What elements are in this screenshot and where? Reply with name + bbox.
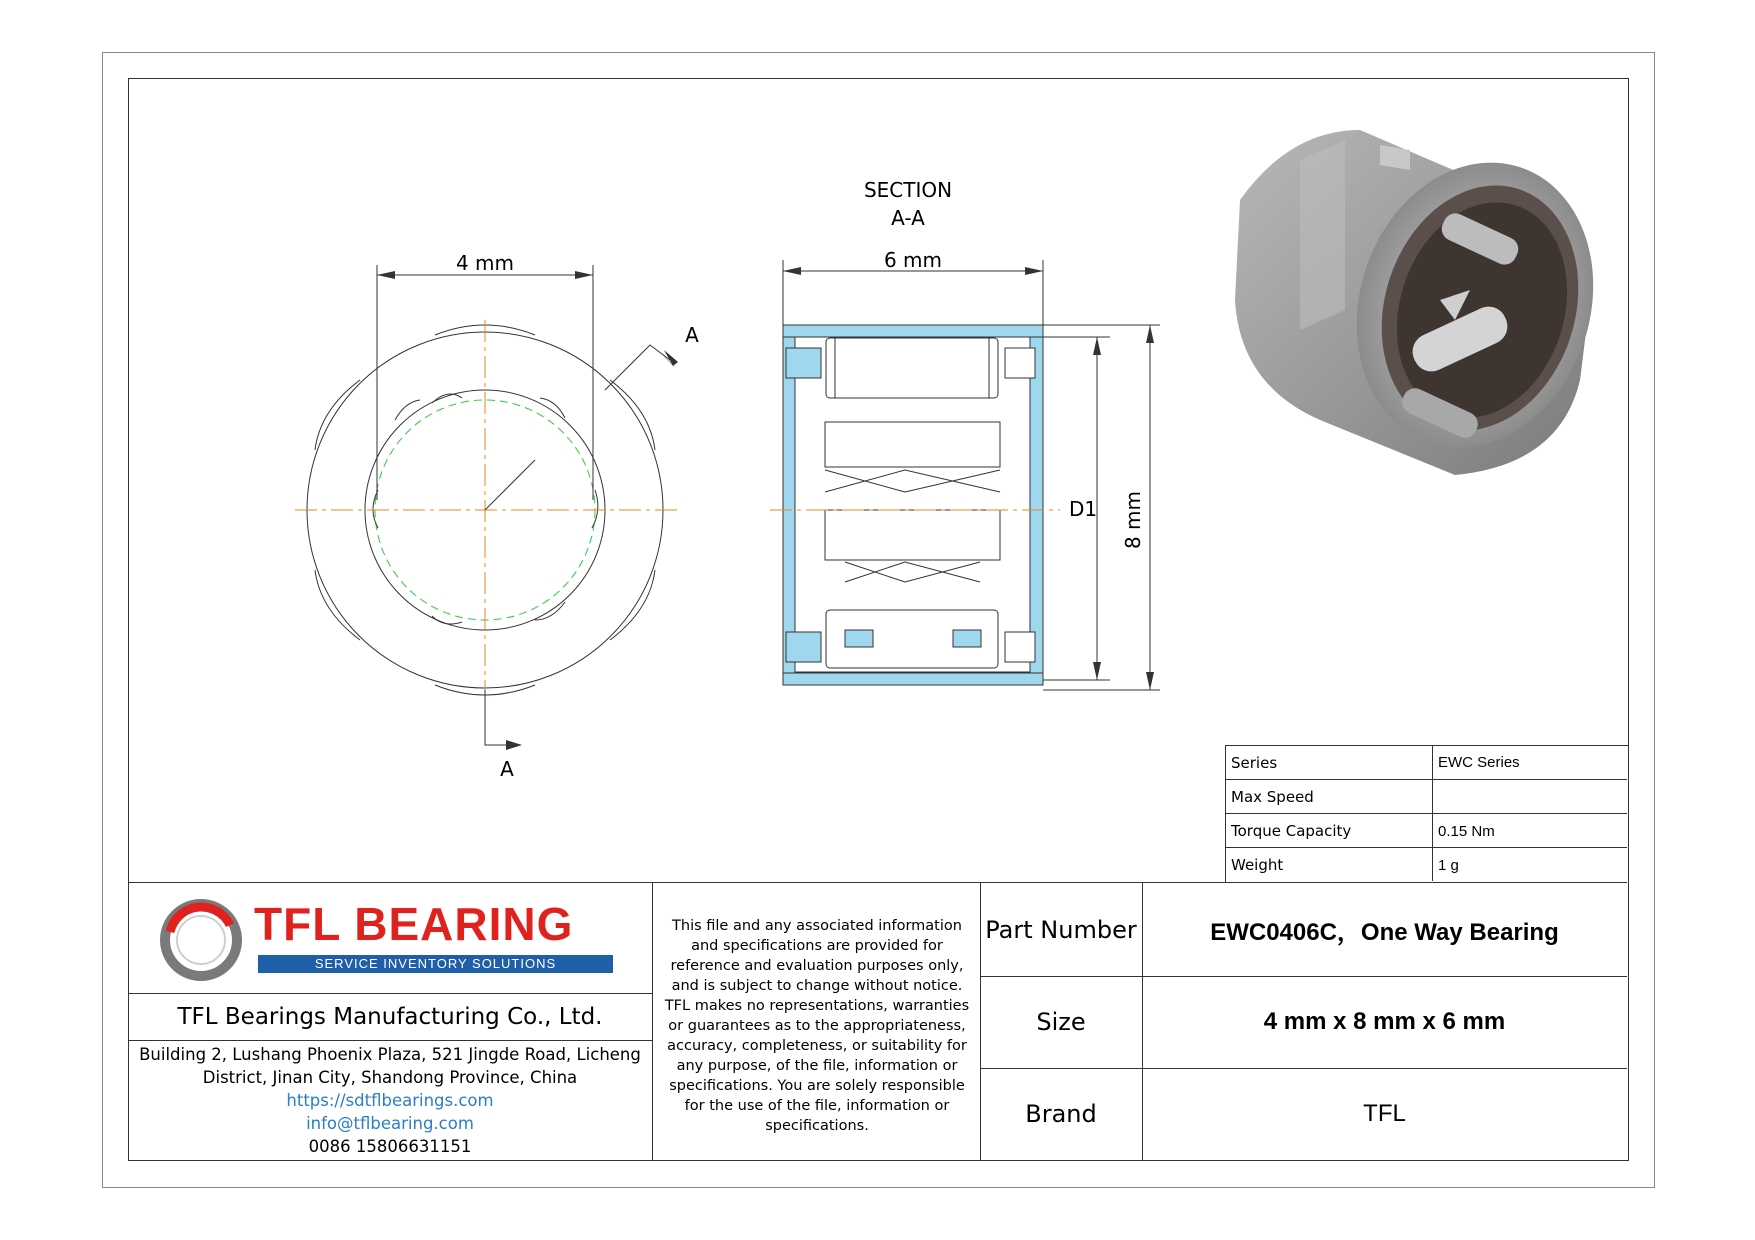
dim-width-label: 6 mm (883, 248, 943, 272)
section-marker-bottom: A (500, 757, 514, 781)
spec-table (1225, 745, 1627, 882)
section-view (770, 178, 1160, 690)
brand-label: Brand (1025, 1100, 1097, 1128)
spec-value-weight: 1 g (1438, 857, 1459, 874)
logo-wordmark: TFL BEARING (254, 898, 574, 950)
brand-value: TFL (1363, 1100, 1406, 1127)
dim-bore-label: 4 mm (455, 251, 515, 275)
part-number-value: EWC0406C，One Way Bearing (1210, 919, 1559, 946)
company-logo (158, 897, 628, 983)
spec-value-series: EWC Series (1438, 754, 1520, 771)
company-name: TFL Bearings Manufacturing Co., Ltd. (177, 1004, 603, 1030)
website-link[interactable]: https://sdtflbearings.com (286, 1091, 494, 1110)
company-contact (128, 1043, 652, 1158)
part-number-label: Part Number (985, 915, 1137, 944)
disclaimer-text: This file and any associated information and specifications are provided for reference and evaluation purposes only, and is subject to change without notice. TFL makes no representations, warranties or guarantees as to the appropriateness, accuracy, completeness, or suitability for any purpose, of the file, information or specifications. You are solely responsible for the use of the file, information or specifications. (664, 917, 970, 1134)
logo-tagline: SERVICE INVENTORY SOLUTIONS (258, 955, 613, 973)
phone-number: 0086 15806631151 (308, 1137, 472, 1156)
spec-label-weight: Weight (1231, 856, 1284, 874)
spec-label-max-speed: Max Speed (1231, 788, 1314, 806)
email-link[interactable]: info@tflbearing.com (306, 1114, 474, 1133)
section-title-2: A-A (891, 206, 925, 230)
title-block (128, 882, 1627, 1160)
spec-label-torque: Torque Capacity (1231, 822, 1352, 840)
dim-outer-label: 8 mm (1121, 490, 1145, 550)
size-value: 4 mm x 8 mm x 6 mm (1263, 1008, 1506, 1035)
section-title-1: SECTION (863, 178, 953, 202)
bearing-render (1235, 130, 1629, 478)
address-line-2: District, Jinan City, Shandong Province, China (202, 1068, 578, 1087)
d1-label: D1 (1068, 497, 1098, 521)
spec-label-series: Series (1231, 754, 1278, 772)
address-line-1: Building 2, Lushang Phoenix Plaza, 521 Jingde Road, Licheng (139, 1045, 641, 1064)
spec-value-torque: 0.15 Nm (1438, 823, 1495, 840)
logo-ring-icon (158, 897, 244, 983)
front-view (295, 251, 699, 781)
section-marker-top: A (685, 323, 699, 347)
size-label: Size (1036, 1008, 1086, 1036)
